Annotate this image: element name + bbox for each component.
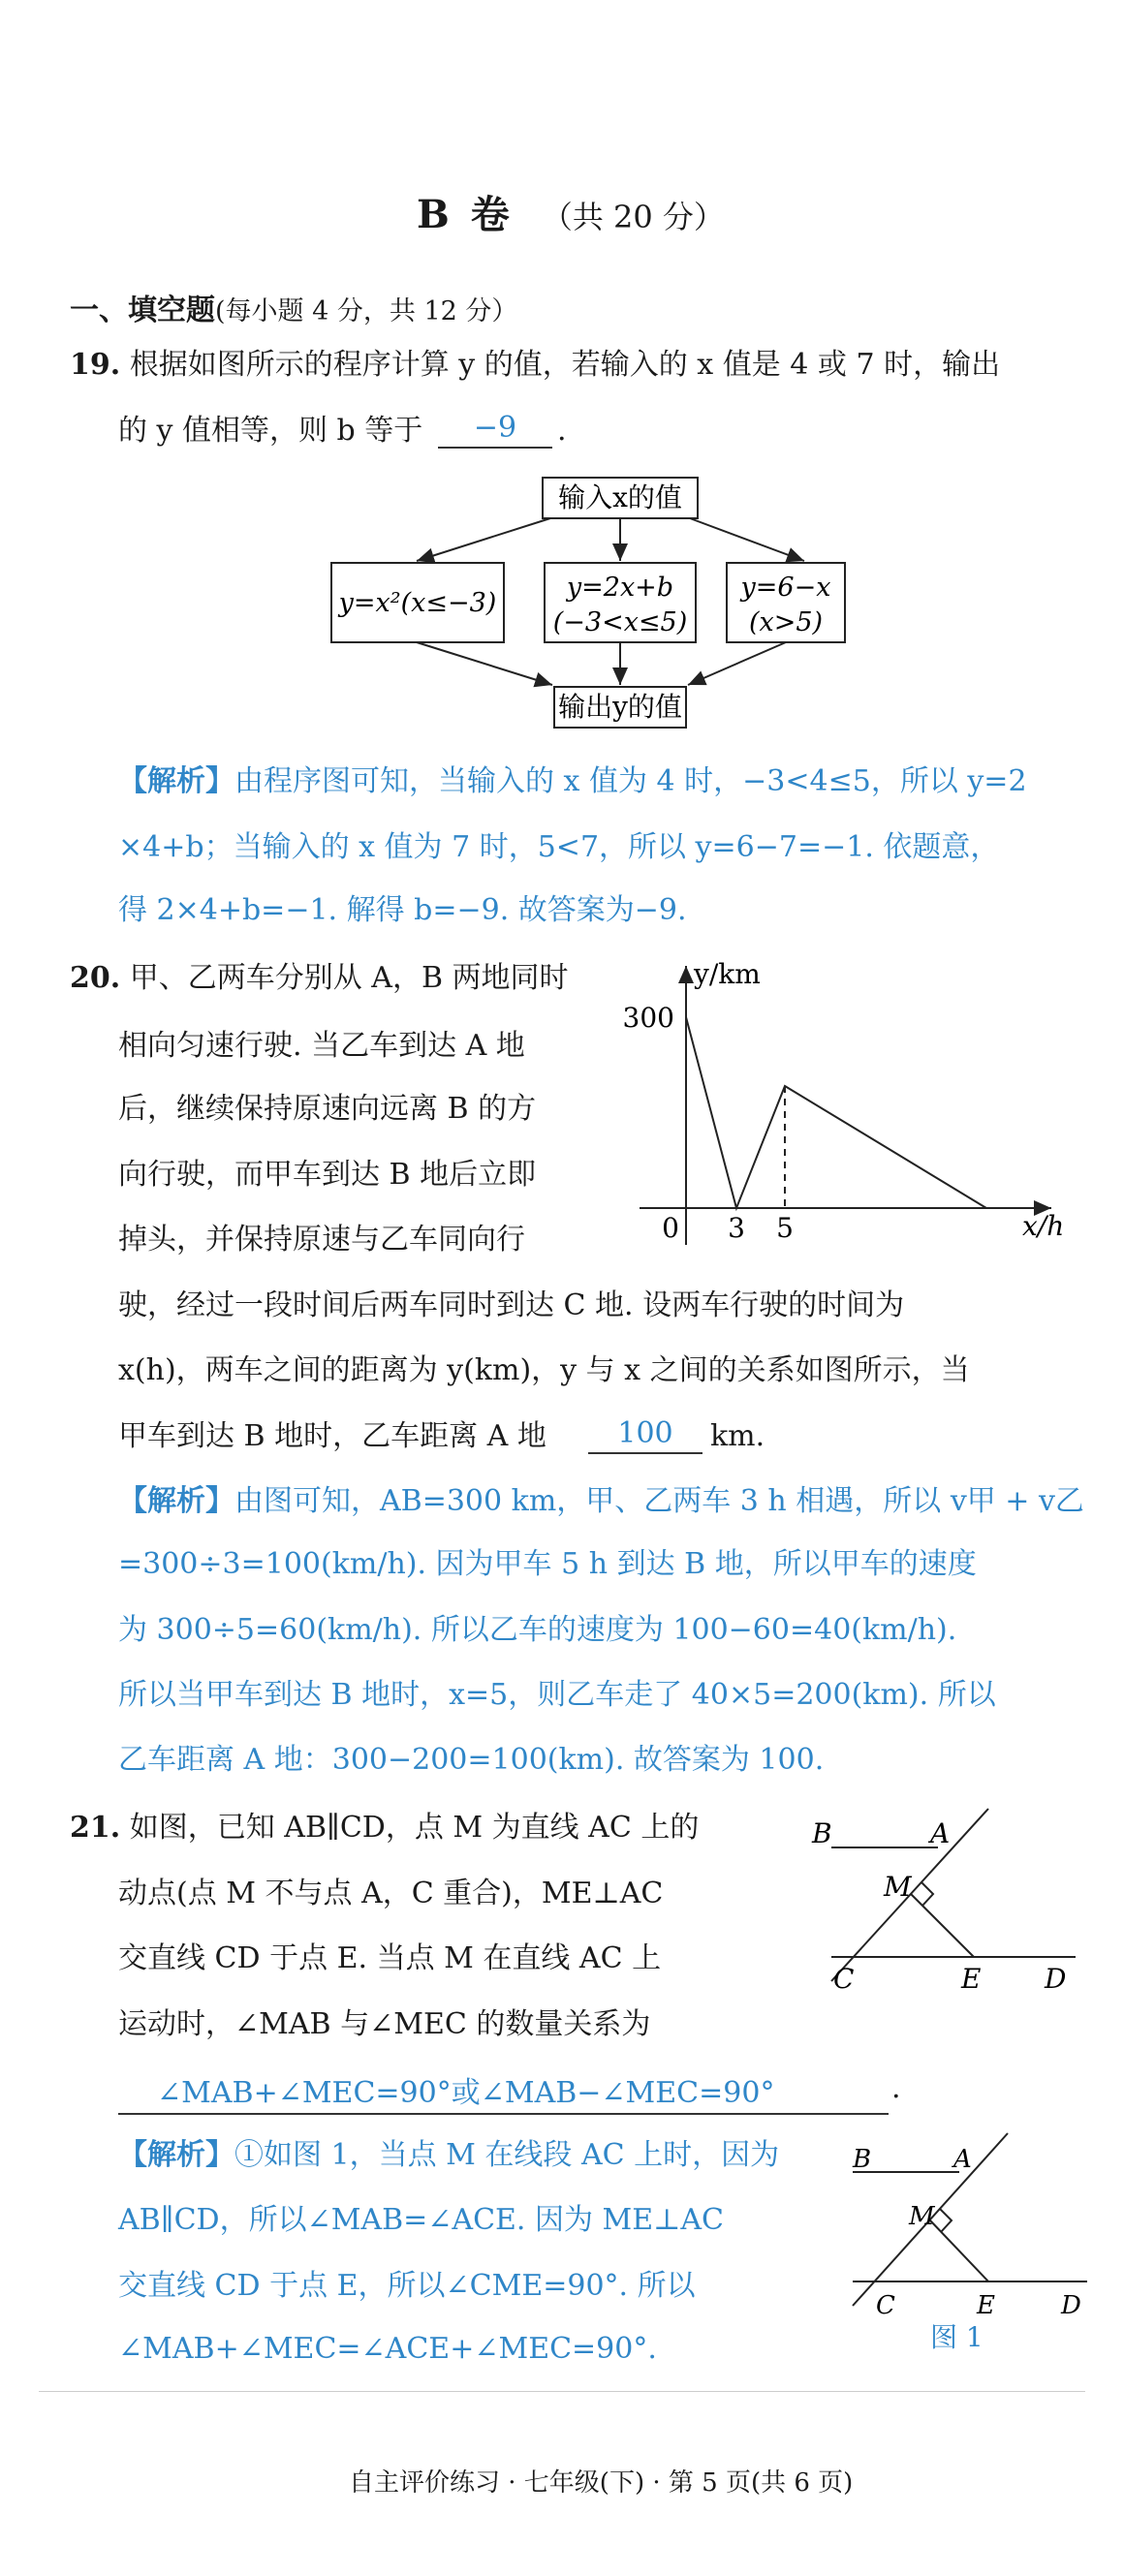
q20-stem-line8: 甲车到达 B 地时，乙车距离 A 地 (118, 1419, 546, 1453)
y-tick-300: 300 (622, 1002, 674, 1034)
q20-stem-line3: 后，继续保持原速向远离 B 的方 (118, 1092, 537, 1126)
q19-analysis-tag: 【解析】 (118, 764, 234, 798)
section-score: （共 20 分） (541, 199, 725, 235)
origin-label: 0 (662, 1212, 679, 1244)
part-note: (每小题 4 分，共 12 分） (215, 296, 518, 326)
q20-analysis-line1 (118, 1484, 1084, 1518)
q20-unit: km. (710, 1419, 765, 1453)
q20-analysis-line3: 为 300÷5=60(km/h). 所以乙车的速度为 100−60=40(km/h). (118, 1613, 957, 1647)
q20-stem-line4: 向行驶，而甲车到达 B 地后立即 (118, 1158, 537, 1192)
section-title-block (417, 184, 725, 239)
q21-stem-line4: 运动时，∠MAB 与∠MEC 的数量关系为 (118, 2007, 651, 2041)
q21-answer-end: . (891, 2071, 901, 2105)
q19-line1 (70, 348, 1001, 382)
flow-box-2-line1: y=2x+b (566, 573, 674, 603)
q19-stem-line1: 根据如图所示的程序计算 y 的值，若输入的 x 值是 4 或 7 时，输出 (129, 348, 1001, 382)
q21-figure (795, 1797, 1095, 2001)
fig-label-E: E (961, 1963, 982, 1995)
footer-rule (39, 2391, 1085, 2392)
q20-stem-line1: 甲、乙两车分别从 A，B 两地同时 (129, 961, 569, 995)
q21-stem-line3: 交直线 CD 于点 E. 当点 M 在直线 AC 上 (118, 1941, 662, 1975)
distance-curve (686, 1017, 986, 1208)
fig-label-M: M (884, 1871, 912, 1903)
q20-stem-line7: x(h)，两车之间的距离为 y(km)，y 与 x 之间的关系如图所示，当 (118, 1353, 970, 1387)
q20-distance-graph (610, 954, 1076, 1264)
q21-analysis-tag: 【解析】 (118, 2138, 234, 2172)
x-axis-label: x/h (1022, 1210, 1065, 1242)
q19-analysis-line1 (118, 764, 1027, 798)
fig1-label-B: B (853, 2145, 872, 2174)
q20-analysis-line2: =300÷3=100(km/h). 因为甲车 5 h 到达 B 地，所以甲车的速度 (118, 1547, 977, 1581)
flow-input-text: 输入x的值 (558, 481, 682, 513)
q20-line1 (70, 961, 569, 995)
q21-line1 (70, 1811, 700, 1845)
q19-analysis-line2: ×4+b；当输入的 x 值为 7 时，5<7，所以 y=6−7=−1. 依题意， (118, 830, 1000, 864)
fig1-label-A: A (953, 2145, 972, 2174)
q20-analysis-tag: 【解析】 (118, 1484, 234, 1518)
q20-number: 20. (70, 961, 121, 995)
q21-figure-1 (833, 2122, 1095, 2354)
q21-analysis-text-1: ①如图 1，当点 M 在线段 AC 上时，因为 (234, 2138, 780, 2172)
flow-box-1-text: y=x²(x≤−3) (338, 588, 497, 618)
q19-answer: −9 (438, 411, 552, 449)
fig-label-D: D (1045, 1963, 1067, 1995)
flow-box-3-line1: y=6−x (740, 573, 831, 603)
q21-stem-line1: 如图，已知 AB∥CD，点 M 为直线 AC 上的 (129, 1811, 700, 1845)
q20-analysis-line4: 所以当甲车到达 B 地时，x=5，则乙车走了 40×5=200(km). 所以 (118, 1678, 996, 1712)
y-axis-label: y/km (694, 958, 761, 990)
fig-label-B: B (812, 1817, 832, 1849)
q19-line2-end: . (557, 414, 567, 448)
x-tick-5: 5 (776, 1212, 794, 1244)
q21-analysis-line4: ∠MAB+∠MEC=∠ACE+∠MEC=90°. (118, 2332, 657, 2366)
section-title: B 卷 (417, 192, 514, 237)
q21-analysis-line3: 交直线 CD 于点 E，所以∠CME=90°. 所以 (118, 2269, 696, 2303)
part-heading: 一、填空题 (70, 294, 215, 327)
q21-analysis-line2: AB∥CD，所以∠MAB=∠ACE. 因为 ME⊥AC (118, 2203, 724, 2237)
q20-analysis-text-1: 由图可知，AB=300 km，甲、乙两车 3 h 相遇，所以 v甲 + v乙 (234, 1484, 1084, 1518)
q20-stem-line5: 掉头，并保持原速与乙车同向行 (118, 1223, 525, 1257)
flow-box-3-line2: (x>5) (748, 607, 824, 637)
part-heading-block (70, 286, 517, 328)
fig1-label-M: M (909, 2202, 935, 2231)
flow-box-2-line2: (−3<x≤5) (552, 607, 688, 637)
q21-analysis-line1 (118, 2138, 780, 2172)
fig1-label-E: E (977, 2291, 995, 2320)
q19-stem-line2: 的 y 值相等，则 b 等于 (118, 414, 423, 448)
q19-analysis-text-1: 由程序图可知，当输入的 x 值为 4 时，−3<4≤5，所以 y=2 (234, 764, 1027, 798)
q19-number: 19. (70, 348, 121, 382)
q19-analysis-line3: 得 2×4+b=−1. 解得 b=−9. 故答案为−9. (118, 893, 687, 927)
q20-stem-line6: 驶，经过一段时间后两车同时到达 C 地. 设两车行驶的时间为 (118, 1288, 905, 1322)
q21-stem-line2: 动点(点 M 不与点 A，C 重合)，ME⊥AC (118, 1877, 664, 1910)
q20-answer: 100 (588, 1416, 702, 1454)
q21-answer: ∠MAB+∠MEC=90°或∠MAB−∠MEC=90° (118, 2068, 889, 2115)
q19-flowchart (320, 470, 882, 741)
q20-stem-line2: 相向匀速行驶. 当乙车到达 A 地 (118, 1029, 525, 1063)
fig1-label-C: C (876, 2291, 895, 2320)
x-tick-3: 3 (728, 1212, 745, 1244)
fig1-caption: 图 1 (930, 2321, 984, 2353)
fig1-label-D: D (1061, 2291, 1081, 2320)
flow-output-text: 输出y的值 (558, 691, 682, 723)
page-footer: 自主评价练习 · 七年级(下) · 第 5 页(共 6 页) (349, 2468, 854, 2498)
fig-label-A: A (930, 1817, 951, 1849)
fig-label-C: C (833, 1963, 855, 1995)
q19-line2 (118, 414, 423, 448)
q20-analysis-line5: 乙车距离 A 地：300−200=100(km). 故答案为 100. (118, 1743, 825, 1777)
q21-number: 21. (70, 1811, 121, 1845)
